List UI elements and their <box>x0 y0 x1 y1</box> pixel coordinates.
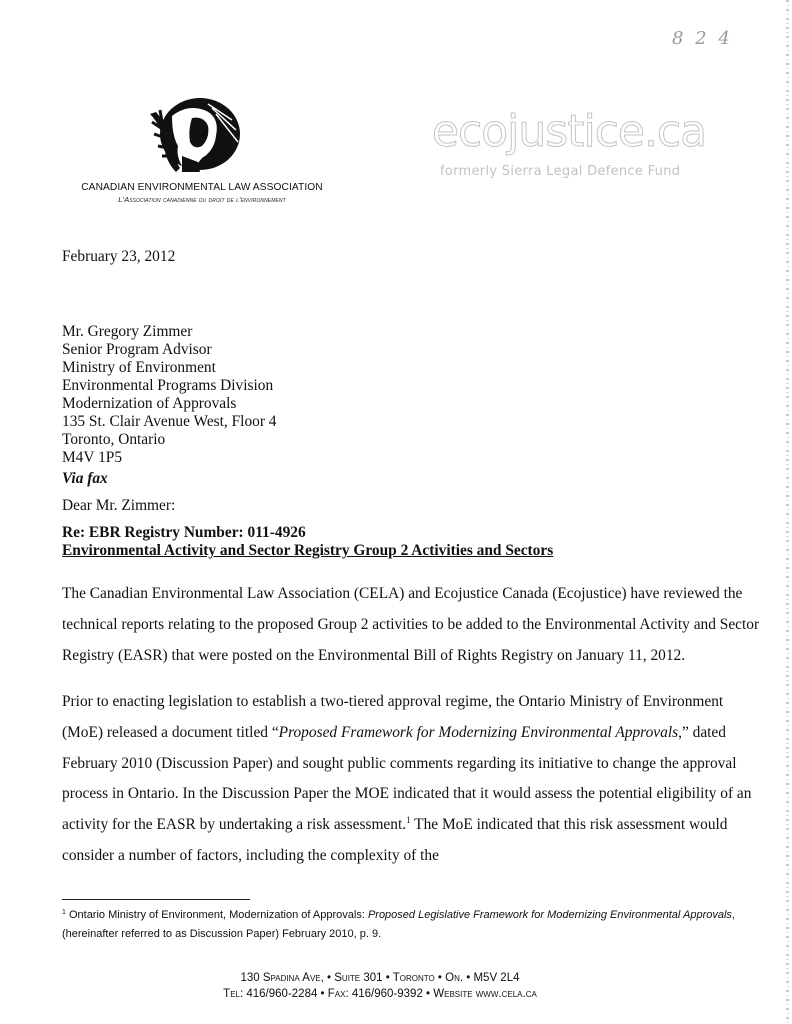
cited-document-title: Proposed Framework for Modernizing Environmental Approvals <box>278 723 679 741</box>
footer-contact: Tel: 416/960-2284 • Fax: 416/960-9392 • Website www.cela.ca <box>223 988 537 1000</box>
recipient-line: Toronto, Ontario <box>62 431 166 448</box>
paragraph-text: ,” dated February 2010 (Discussion Paper) and sought public comments regarding its initiative to change the approval process in Ontario. In the Discussion Paper the MOE indicated that it would assess the potential eligibility of an activity for the EASR by undertaking a risk assessment. <box>62 723 752 834</box>
recipient-line: Mr. Gregory Zimmer <box>62 323 193 340</box>
delivery-method: Via fax <box>62 470 108 487</box>
footer-address: 130 Spadina Ave, • Suite 301 • Toronto • On. • M5V 2L4 <box>240 972 520 984</box>
cela-logo-icon <box>142 96 242 176</box>
footnote-cited-title: Proposed Legislative Framework for Modernizing Environmental Approvals <box>367 909 732 921</box>
letterhead-footer <box>150 970 610 1002</box>
re-line: Re: EBR Registry Number: 011-4926 <box>62 524 306 541</box>
footnote <box>62 906 762 944</box>
footnote-reference: 1 <box>406 815 411 826</box>
salutation: Dear Mr. Zimmer: <box>62 497 176 514</box>
handwritten-page-mark: 8 2 4 <box>672 28 733 49</box>
paragraph-text: Prior to enacting legislation to establish a two-tiered approval regime, the Ontario Ministry of Environment (MoE) released a document titled “ <box>62 693 724 741</box>
recipient-address-block <box>62 323 277 467</box>
ecojustice-tagline: formerly Sierra Legal Defence Fund <box>440 164 681 179</box>
recipient-line: Ministry of Environment <box>62 359 216 376</box>
recipient-line: M4V 1P5 <box>62 449 123 466</box>
scan-edge-artifact <box>786 0 789 1024</box>
footnote-text: Ontario Ministry of Environment, Modernization of Approvals: <box>65 909 368 921</box>
recipient-line: Environmental Programs Division <box>62 377 274 394</box>
recipient-line: Modernization of Approvals <box>62 395 237 412</box>
body-paragraph-2 <box>62 687 762 872</box>
footnote-separator <box>62 899 250 900</box>
ecojustice-logo: ecojustice.ca <box>432 106 707 157</box>
recipient-line: Senior Program Advisor <box>62 341 212 358</box>
footnote-text: , (hereinafter referred to as Discussion Paper) February 2010, p. 9. <box>62 909 735 940</box>
cela-organization-name-french: L'Association canadienne du droit de l'environnement <box>118 195 286 204</box>
cela-organization-name: CANADIAN ENVIRONMENTAL LAW ASSOCIATION <box>81 182 323 193</box>
paragraph-text: The MoE indicated that this risk assessment would consider a number of factors, including the complexity of the <box>62 816 728 864</box>
recipient-line: 135 St. Clair Avenue West, Floor 4 <box>62 413 277 430</box>
footnote-number: 1 <box>62 909 66 916</box>
letter-date: February 23, 2012 <box>62 248 176 265</box>
re-subject: Environmental Activity and Sector Registry Group 2 Activities and Sectors <box>62 542 554 559</box>
body-paragraph-1: The Canadian Environmental Law Association (CELA) and Ecojustice Canada (Ecojustice) have reviewed the technical reports relating to the proposed Group 2 activities to be added to the Environmental Activity and Sector Registry (EASR) that were posted on the Environmental Bill of Rights Registry on January 11, 2012. <box>62 585 760 664</box>
